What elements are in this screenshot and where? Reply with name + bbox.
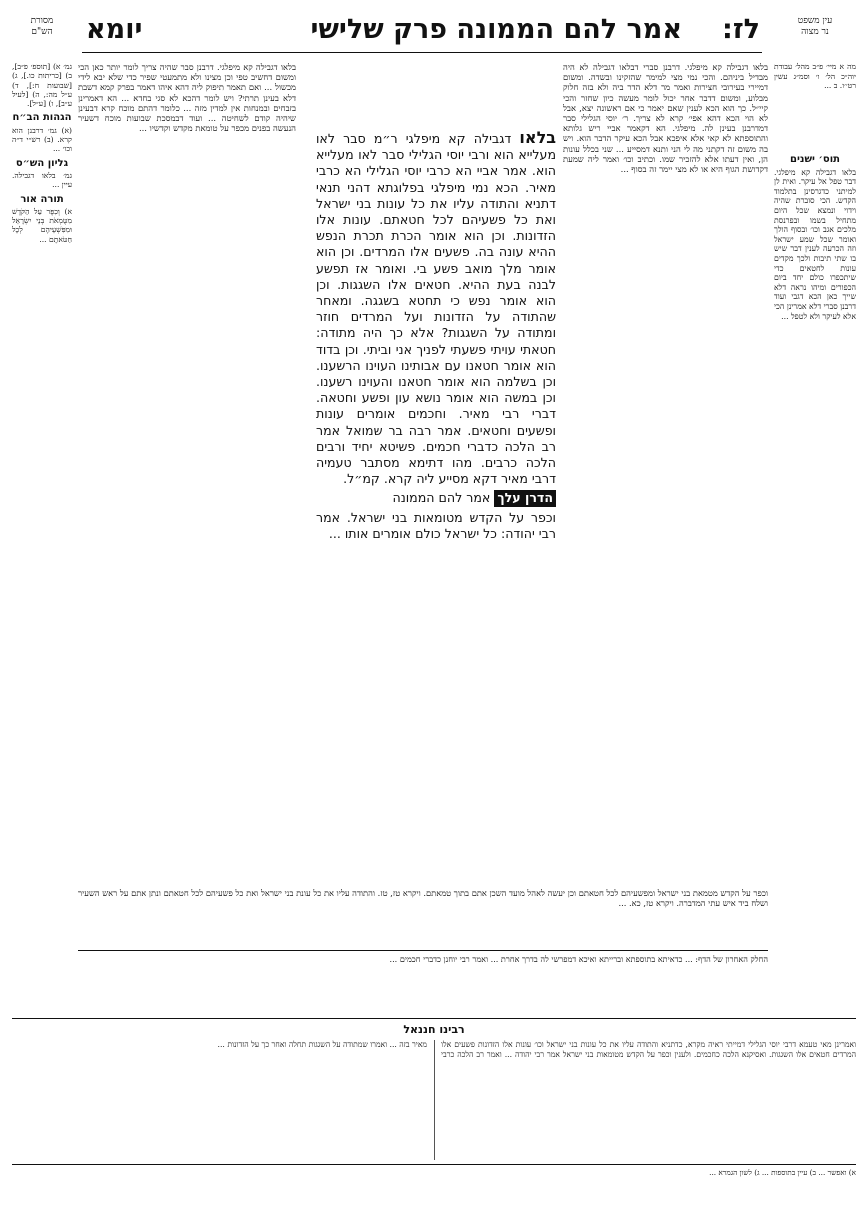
- torah-verses-strip: [78, 888, 768, 948]
- gemara-opening-word: בלאו: [519, 130, 556, 147]
- ein-mishpat-text: מה א מיי׳ פ״ב מהל׳ עבודת יוה״כ הל׳ ו׳ וסמ״ג עשין רט׳׳ו. ב ...: [774, 62, 856, 91]
- tosafot-column: [78, 62, 296, 952]
- page-title: [86, 14, 760, 46]
- rabbeinu-chananel-title: רבינו חננאל: [403, 1023, 465, 1036]
- footnote-text: החלק האחרון של הדף: ... כדאיתא בתוספתא וברייתא ואיכא דמפרשי לה בדרך אחרת ... ואמר רבי יוחנן כדברי חכמים ...: [389, 954, 768, 964]
- torah-or-text: א) וְכִפֶּר עַל הַקֹּדֶשׁ מִטֻּמְאֹת בְּנֵי יִשְׂרָאֵל וּמִפִּשְׁעֵיהֶם לְכָל חַטֹּאתָם ...: [12, 206, 72, 244]
- rabbeinu-divider: [12, 1018, 856, 1019]
- hadran-text: אמר להם הממונה: [392, 490, 491, 506]
- page-header: [12, 14, 856, 58]
- torah-or-label: תורה אור: [20, 193, 64, 205]
- rabbeinu-chananel-body: [12, 1040, 856, 1160]
- gilyon-label: גליון הש״ס: [15, 157, 69, 169]
- rabbeinu-chananel-text: ואמרינן מאי טעמא דרבי יוסי הגלילי דמייתי ראיה מקרא, כדתניא והתודה עליו את כל עונות בני ישראל וכו׳ עונות אלו הזדונות פשעים אלו המרדים חטאים אלו השגגות. ואסיקנא הלכה כחכמים. ולענין וכפר על הקדש מטומאות בני ישראל אמר רבי יהודה ... ואמר רב הלכה כרבי מאיר בזה ... ואמרו שמתודה על השגגות תחלה ואחר כך על הזדונות ...: [217, 1040, 856, 1059]
- chapter-title: אמר להם הממונה פרק שלישי: [310, 14, 682, 45]
- rashi-text: בלאו דגבילה קא מיפלגי. דרבנן סברי דבלאו דגבילה לא היה מבדיל ביניהם. והכי נמי מצי למימר שהזקינו ובשדה. ומשום דמיירי בעירובי חצירות ואמר מר דלא הדר ביה ולא בזה חלוק מבלוע, ומשום דדבר אחר יכול לומר מעשה כיון שחזר והכי קיי״ל. כך הוא הכא לענין שאם יאמר כי אם ראשונה יצא, אבל לא הוי הכא דהא אפי׳ קרא לא צריך. ר׳ יוסי הגלילי סבר דמדרבנן בעינן לה. מיפלגי. הא דקאמר אביי ריש גלותא והתוספתא לא קאי אלא איפכא אבל הכא עיקר הדבר הוא. ויש בה משום זה דקתני מה לי הני ותנא דמסייע ... שני בכלל עונות הן, ואין דעתו אלא להזכיר שמו. וכתיב וכו׳ ואמר ליה שמעת דקדושת הגוף היא או לא מצי יימר זה בסוף ...: [563, 62, 768, 175]
- tosfot-yeshanim-text: בלאו דגבילה קא מיפלגי. דבר טפל אל עיקר. ואית לן למיתני כדגרסינן בתלמוד הקדש. הכי סוברת שהיה וידוי ונמצא שכל היום מתחיל בשמו ובפרנסת מלכים אגב וכו׳ ובסוף הולך ואומר שכל שמע ישראל וזה הכרעה לענין דבר שיש בו שתי תיבות ולכך מקדים עונות לחטאים כדי שיתכפרו כולם יחד ביום הכפורים ומיהו נראה דלא שייך כאן הכא דגבי ועוד דרבנן סברי דלא אמרינן הכי אלא לעיקר ולא לטפל ...: [774, 167, 856, 321]
- tractate-title: יומא: [86, 14, 143, 45]
- hadran-badge: הדרן עלך: [494, 490, 556, 506]
- hagahot-label: הגהות הב״ח: [12, 112, 72, 124]
- tosfot-yeshanim-label: תוס׳ ישנים: [790, 154, 840, 165]
- masoret-text: גמ׳ א) [תוספ׳ פ״ב], ב) [כריתות כו.], ג) [שבועות ח:], ד) ע״ל מה:, ה) [לעיל ע״ב], ו) [ע״ל].: [12, 62, 72, 109]
- footnote-block: [78, 954, 768, 1014]
- tosafot-text: בלאו דגבילה קא מיפלגי. דרבנן סבר שהיה צריך לומר יותר כאן הכי ומשום דחשיב טפי וכן מצינו ולא מתמעטי שפיר כדי שלא יבא לידי מכשול ... ואם תאמר תיפוק ליה דהא איהו דאמר בפרק קמא דשבת דלא בעינן תרתי? ויש לומר דהכא לא סגי בחדא ... הא דאמרינן בזבחים ובמנחות אין למדין מזה ... כלומר דהתם מוכח קרא דבעינן שיהיה קודם לשחיטה ... ועוד דבמסכת שבועות מוכח דשעיר הנעשה בפנים מכפר על טומאת מקדש וקדשיו ...: [78, 62, 296, 134]
- rashi-column: [563, 62, 768, 952]
- bottom-divider: [12, 1164, 856, 1165]
- gemara-text: דגבילה קא מיפלגי ר״מ סבר לאו מעלייא הוא ורבי יוסי הגלילי סבר לאו מעלייא הוא. אמר אביי הא כרבי יוסי הגלילי הא כרבי מאיר. הכא נמי מיפלגי בפלוגתא דהני תנאי דתניא והתודה עליו את כל עונות בני ישראל ואת כל פשעיהם לכל חטאתם. עונות אלו הזדונות. וכן הוא אומר הכרת תכרת הנפש ההיא עונה בה. פשעים אלו המרדים. וכן הוא אומר מלך מואב פשע בי. ואומר אז תפשע לבנה בעת ההיא. חטאים אלו השגגות. וכן הוא אומר נפש כי תחטא בשגגה. ומאחר שהתודה על הזדונות ועל המרדים חוזר ומתודה על השגגות? אלא כך היה מתודה: חטאתי עויתי פשעתי לפניך אני וביתי. וכן בדוד הוא אומר חטאנו עם אבותינו העוינו הרשענו. וכן בשלמה הוא אומר חטאנו והעוינו רשענו. וכן במשה הוא אומר נושא עון ופשע וחטאה. דברי רבי מאיר. וחכמים אומרים עונות ופשעים וחטאים. אמר רבה בר שמואל אמר רב הלכה כדברי חכמים. פשיטא יחיד ורבים הלכה כרבים. מהו דתימא מסתבר טעמיה דרבי מאיר דקא מסייע ליה קרא. קמ״ל.: [316, 131, 556, 487]
- daf-number: לז:: [722, 14, 760, 45]
- header-rule: [82, 52, 762, 53]
- torah-verses-text: וכפר על הקדש מטמאת בני ישראל ומפשעיהם לכל חטאתם וכן יעשה לאהל מועד השכן אתם בתוך טמאתם. ויקרא טז, טז. והתודה עליו את כל עונת בני ישראל ואת כל פשעיהם לכל חטאתם ונתן אתם על ראש השעיר ושלח ביד איש עתי המדברה. ויקרא טז, כא. ...: [78, 888, 768, 909]
- masoret-heading: מסורת הש"ם: [30, 16, 54, 37]
- gilyon-text: גמ׳ בלאו דגבילה. עיין ...: [12, 170, 72, 190]
- section-divider: [78, 950, 768, 951]
- masoret-column: [12, 62, 72, 1012]
- ein-mishpat-heading: עין משפט נר מצוה: [797, 16, 833, 37]
- ein-mishpat-column: [774, 62, 856, 150]
- tosfot-yeshanim-column: [774, 150, 856, 1010]
- bottom-notes-text: א) ואפשר ... ב) עיין בתוספות ... ג) לשון הגמרא ...: [709, 1168, 856, 1177]
- bottom-notes: [12, 1168, 856, 1198]
- gemara-column: [316, 130, 556, 860]
- gemara-closing-text: וכפר על הקדש מטומאות בני ישראל. אמר רבי יהודה: כל ישראל כולם אומרים אותו ...: [316, 509, 556, 541]
- hagahot-text: (א) גמ׳ דרבנן הוא קרא. (ב) רש״י ד״ה וכו׳ ...: [12, 125, 72, 154]
